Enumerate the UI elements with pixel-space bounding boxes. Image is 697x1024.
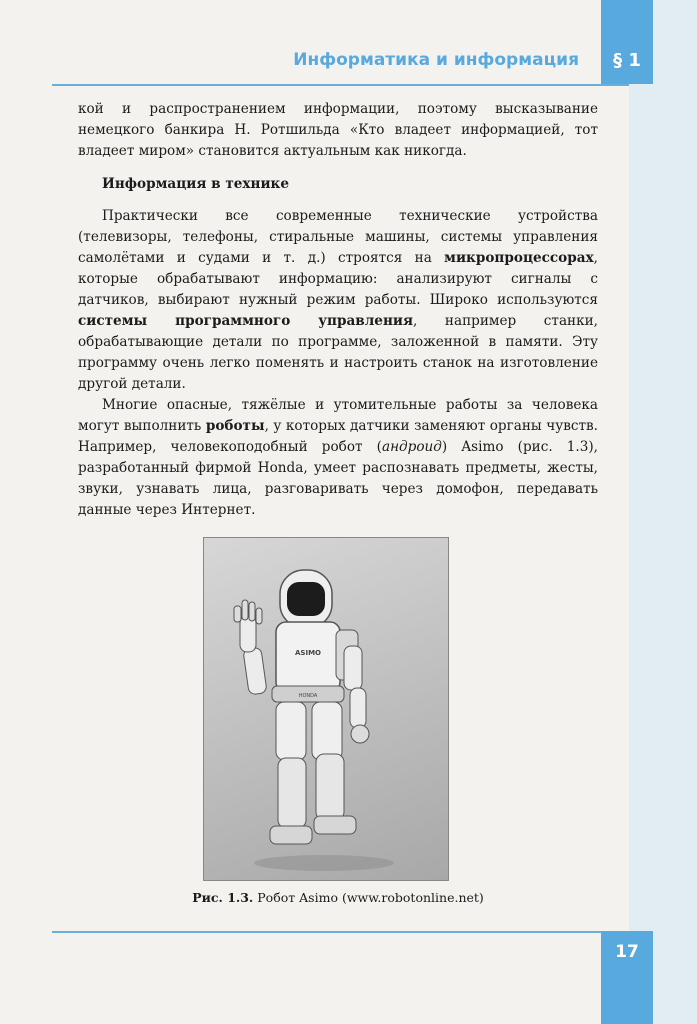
term-microprocessors: микропроцессорах [444,250,594,266]
page-text [78,99,598,521]
caption-text: Робот Asimo (www.robotonline.net) [253,890,484,905]
page-margin-band [629,0,697,1024]
section-tab [601,0,653,84]
chapter-title: Информатика и информация [293,50,579,70]
page-number: 17 [615,942,639,962]
paragraph-technology: Практически все современные технические устройства (телевизоры, телефоны, стиральные машины, системы управления самолётами и судами и т. д.) строятся на микропроцессорах, которые обрабатывают информацию: анализируют сигналы с датчиков, выбирают нужный режим работы. Широко используются системы программного управления, например станки, обрабатывающие детали по программе, заложенной в памяти. Эту программу очень легко поменять и настроить станок на изготовление другой детали. [78,208,598,392]
svg-text:HONDA: HONDA [298,693,318,699]
paragraph-robots: Многие опасные, тяжёлые и утомительные работы за человека могут выполнить роботы, у которых датчики заменяют органы чувств. Например, человекоподобный робот (андроид) Asimo (рис. 1.3), разработанный фирмой Honda, умеет распознавать предметы, жесты, звуки, узнавать лица, разговаривать через домофон, передавать данные через Интернет. [78,397,598,518]
robot-asimo-illustration [204,538,448,880]
term-robots: роботы [205,418,265,434]
section-label: § 1 [613,50,641,71]
term-android: андроид [381,439,442,455]
figure-caption [78,890,598,905]
header-rule [52,84,629,86]
section-heading: Информация в технике [102,176,289,192]
caption-label: Рис. 1.3. [192,890,254,905]
paragraph-continuation: кой и распространением информации, поэтому высказывание немецкого банкира Н. Ротшильда «Кто владеет информацией, тот владеет миром» становится актуальным как никогда. [78,101,598,159]
svg-text:ASIMO: ASIMO [295,649,321,657]
footer-rule [52,931,629,933]
figure-robot-photo [203,537,449,881]
term-program-control: системы программного управления [78,313,414,329]
